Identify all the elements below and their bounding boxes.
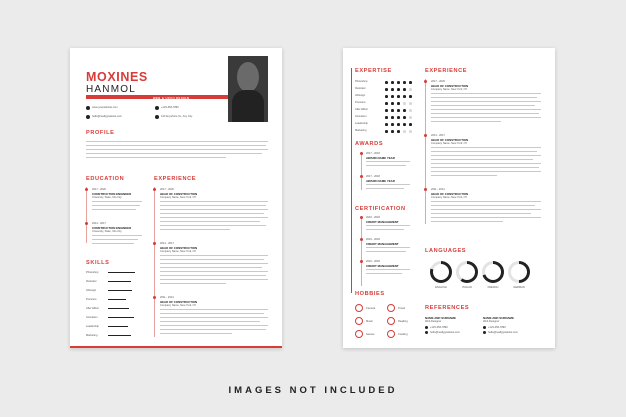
education-timeline: [86, 187, 87, 243]
resume-page-2: [343, 48, 555, 348]
experience-title: HEAD OF CONSTRUCTION: [431, 192, 469, 196]
expertise-label: After Effect: [355, 108, 368, 111]
role-label: WEB & UX/UI DESIGN: [153, 95, 190, 100]
reference-name: NAME AND SURNAME: [483, 316, 514, 320]
certification-timeline: [361, 216, 362, 286]
contact-website: www.yourwebsite.com: [92, 106, 118, 109]
awards-heading: AWARDS: [355, 141, 384, 147]
rating-dot-empty: [409, 102, 412, 105]
rating-dot-empty: [403, 130, 406, 133]
education-title: CONSTRUCTION ENGINEER: [92, 192, 132, 196]
rating-dot-filled: [385, 116, 388, 119]
hobby-music-icon: [355, 317, 363, 325]
experience-title: HEAD OF CONSTRUCTION: [431, 138, 469, 142]
skill-bar: [108, 272, 135, 273]
reference-role: Web Designer: [425, 320, 442, 323]
timeline-dot: [85, 222, 88, 225]
language-ring: [430, 261, 452, 283]
mail-icon: [483, 331, 486, 334]
cert-title: CREDIT MANAGEMENT: [366, 264, 399, 268]
skill-bar: [108, 326, 128, 327]
experience-years: 2017 - 2020: [431, 80, 445, 83]
rating-dot-filled: [397, 109, 400, 112]
rating-dot-filled: [409, 81, 412, 84]
rating-dot-filled: [391, 130, 394, 133]
hobbies-heading: HOBBIES: [355, 291, 385, 297]
rating-dot-empty: [403, 102, 406, 105]
education-title: CONSTRUCTION ENGINEER: [92, 226, 132, 230]
rating-dot-empty: [409, 109, 412, 112]
skill-bar: [108, 308, 129, 309]
references-heading: REFERENCES: [425, 305, 470, 311]
profile-heading: PROFILE: [86, 130, 115, 136]
rating-dot-filled: [385, 95, 388, 98]
cert-title: CREDIT MANAGEMENT: [366, 220, 399, 224]
contact-email: hello@reallygreatsite.com: [92, 115, 122, 118]
experience-place: Company Name, New York, NY: [160, 250, 197, 253]
resume-page-1: [70, 48, 282, 348]
education-years: 2014 - 2017: [92, 222, 106, 225]
rating-dot-filled: [403, 95, 406, 98]
hobby-label: Camera: [366, 306, 376, 310]
hobby-label: Games: [366, 332, 375, 336]
timeline-dot: [360, 175, 363, 178]
skill-label: InDesign: [86, 289, 97, 292]
reference-email: hello@reallygreatsite.com: [430, 331, 460, 334]
skills-heading: SKILLS: [86, 260, 110, 266]
timeline-dot: [85, 188, 88, 191]
rating-dot-filled: [391, 109, 394, 112]
rating-dot-empty: [409, 116, 412, 119]
timeline-dot: [360, 152, 363, 155]
timeline-dot: [424, 188, 427, 191]
timeline-dot: [424, 134, 427, 137]
rating-dot-filled: [397, 130, 400, 133]
reference-role: Web Designer: [483, 320, 500, 323]
expertise-label: Illustrator: [355, 87, 366, 90]
reference-name: NAME AND SURNAME: [425, 316, 456, 320]
hobby-label: Cooking: [398, 332, 408, 336]
experience-place: Company Name, New York, NY: [431, 88, 468, 91]
language-ring: [456, 261, 478, 283]
expertise-label: Premiere: [355, 101, 366, 104]
contact-phone: +123-456-7890: [161, 106, 179, 109]
rating-dot-filled: [397, 81, 400, 84]
skill-bar: [108, 335, 131, 336]
phone-icon: [483, 326, 486, 329]
experience-years: 2011 - 2014: [160, 296, 174, 299]
language-label: ENGLISH: [435, 286, 447, 289]
experience-timeline: [154, 187, 155, 337]
education-place: University, State, Info City: [92, 230, 122, 233]
phone-icon: [155, 106, 159, 110]
profile-photo: [228, 56, 268, 122]
timeline-dot: [424, 80, 427, 83]
language-ring: [482, 261, 504, 283]
experience-place: Company Name, New York, NY: [431, 196, 468, 199]
hobby-camera-icon: [355, 304, 363, 312]
skill-bar: [108, 317, 134, 318]
language-label: FRENCH: [487, 286, 499, 289]
language-ring-center: [433, 264, 449, 280]
skill-label: After Effect: [86, 307, 99, 310]
experience-title: HEAD OF CONSTRUCTION: [160, 246, 198, 250]
language-ring-center: [511, 264, 527, 280]
rating-dot-filled: [403, 123, 406, 126]
location-icon: [155, 115, 159, 119]
rating-dot-filled: [403, 116, 406, 119]
left-column-rule: [351, 68, 352, 293]
language-label: GERMAN: [513, 286, 525, 289]
rating-dot-filled: [391, 95, 394, 98]
rating-dot-filled: [385, 102, 388, 105]
experience-place: Company Name, New York, NY: [160, 304, 197, 307]
expertise-label: Leadership: [355, 122, 368, 125]
experience-heading-2: EXPERIENCE: [425, 68, 468, 74]
hobby-games-icon: [355, 330, 363, 338]
rating-dot-filled: [397, 95, 400, 98]
rating-dot-filled: [391, 81, 394, 84]
experience-heading: EXPERIENCE: [154, 176, 197, 182]
skill-bar: [108, 299, 126, 300]
experience-years: 2017 - 2020: [160, 188, 174, 191]
rating-dot-filled: [391, 116, 394, 119]
reference-phone: +123-456-7890: [488, 326, 506, 329]
cert-years: 2016 - 2018: [366, 238, 380, 241]
rating-dot-filled: [385, 88, 388, 91]
awards-timeline: [361, 152, 362, 190]
experience-years: 2014 - 2017: [160, 242, 174, 245]
expertise-heading: EXPERTISE: [355, 68, 392, 74]
skill-bar: [108, 281, 131, 282]
experience-title: HEAD OF CONSTRUCTION: [431, 84, 469, 88]
phone-icon: [425, 326, 428, 329]
rating-dot-filled: [409, 123, 412, 126]
rating-dot-filled: [391, 88, 394, 91]
education-heading: EDUCATION: [86, 176, 125, 182]
award-years: 2017 - 2018: [366, 175, 380, 178]
hobby-label: Reading: [398, 319, 408, 323]
languages-heading: LANGUAGES: [425, 248, 467, 254]
experience-title: HEAD OF CONSTRUCTION: [160, 300, 198, 304]
skill-label: Animation: [86, 316, 98, 319]
rating-dot-filled: [391, 102, 394, 105]
expertise-label: InDesign: [355, 94, 366, 97]
rating-dot-filled: [385, 123, 388, 126]
experience-title: HEAD OF CONSTRUCTION: [160, 192, 198, 196]
name-first: MOXINES: [86, 70, 148, 84]
timeline-dot: [153, 296, 156, 299]
rating-dot-filled: [391, 123, 394, 126]
rating-dot-filled: [403, 88, 406, 91]
rating-dot-filled: [397, 102, 400, 105]
award-title: AWARD NAME YEAR: [366, 156, 395, 160]
experience-timeline-2: [425, 79, 426, 224]
award-title: AWARD NAME YEAR: [366, 179, 395, 183]
experience-place: Company Name, New York, NY: [160, 196, 197, 199]
experience-place: Company Name, New York, NY: [431, 142, 468, 145]
rating-dot-filled: [397, 123, 400, 126]
timeline-dot: [153, 242, 156, 245]
rating-dot-filled: [385, 81, 388, 84]
skill-bar: [108, 290, 132, 291]
rating-dot-empty: [409, 88, 412, 91]
mail-icon: [86, 115, 90, 119]
education-place: University, State, Info City: [92, 196, 122, 199]
footer-caption: IMAGES NOT INCLUDED: [228, 385, 398, 396]
language-label: ITALIAN: [462, 286, 472, 289]
skill-label: Leadership: [86, 325, 99, 328]
certification-heading: CERTIFICATION: [355, 206, 406, 212]
rating-dot-filled: [385, 130, 388, 133]
language-ring: [508, 261, 530, 283]
skill-label: Photoshop: [86, 271, 99, 274]
experience-years: 2014 - 2017: [431, 134, 445, 137]
name-last: HANMOL: [86, 84, 136, 95]
skill-label: Premiere: [86, 298, 97, 301]
skill-label: Illustrator: [86, 280, 97, 283]
hobby-travel-icon: [387, 304, 395, 312]
rating-dot-filled: [397, 116, 400, 119]
reference-phone: +123-456-7890: [430, 326, 448, 329]
cert-years: 2016 - 2018: [366, 260, 380, 263]
reference-email: hello@reallygreatsite.com: [488, 331, 518, 334]
timeline-dot: [360, 260, 363, 263]
rating-dot-filled: [403, 81, 406, 84]
rating-dot-filled: [409, 95, 412, 98]
hobby-label: Travel: [398, 306, 406, 310]
timeline-dot: [360, 216, 363, 219]
language-ring-center: [459, 264, 475, 280]
hobby-reading-icon: [387, 317, 395, 325]
bottom-accent-bar: [70, 346, 282, 348]
globe-icon: [86, 106, 90, 110]
cert-years: 2016 - 2018: [366, 216, 380, 219]
expertise-label: Marketing: [355, 129, 367, 132]
language-ring-center: [485, 264, 501, 280]
rating-dot-filled: [397, 88, 400, 91]
education-years: 2017 - 2020: [92, 188, 106, 191]
timeline-dot: [153, 188, 156, 191]
rating-dot-empty: [409, 130, 412, 133]
rating-dot-filled: [385, 109, 388, 112]
timeline-dot: [360, 238, 363, 241]
expertise-label: Photoshop: [355, 80, 368, 83]
cert-title: CREDIT MANAGEMENT: [366, 242, 399, 246]
award-years: 2017 - 2018: [366, 152, 380, 155]
skill-label: Marketing: [86, 334, 98, 337]
mail-icon: [425, 331, 428, 334]
contact-address: 123 Anywhere St., Any City: [161, 115, 193, 118]
expertise-label: Animation: [355, 115, 367, 118]
rating-dot-filled: [403, 109, 406, 112]
hobby-cooking-icon: [387, 330, 395, 338]
hobby-label: Music: [366, 319, 373, 323]
experience-years: 2011 - 2014: [431, 188, 445, 191]
